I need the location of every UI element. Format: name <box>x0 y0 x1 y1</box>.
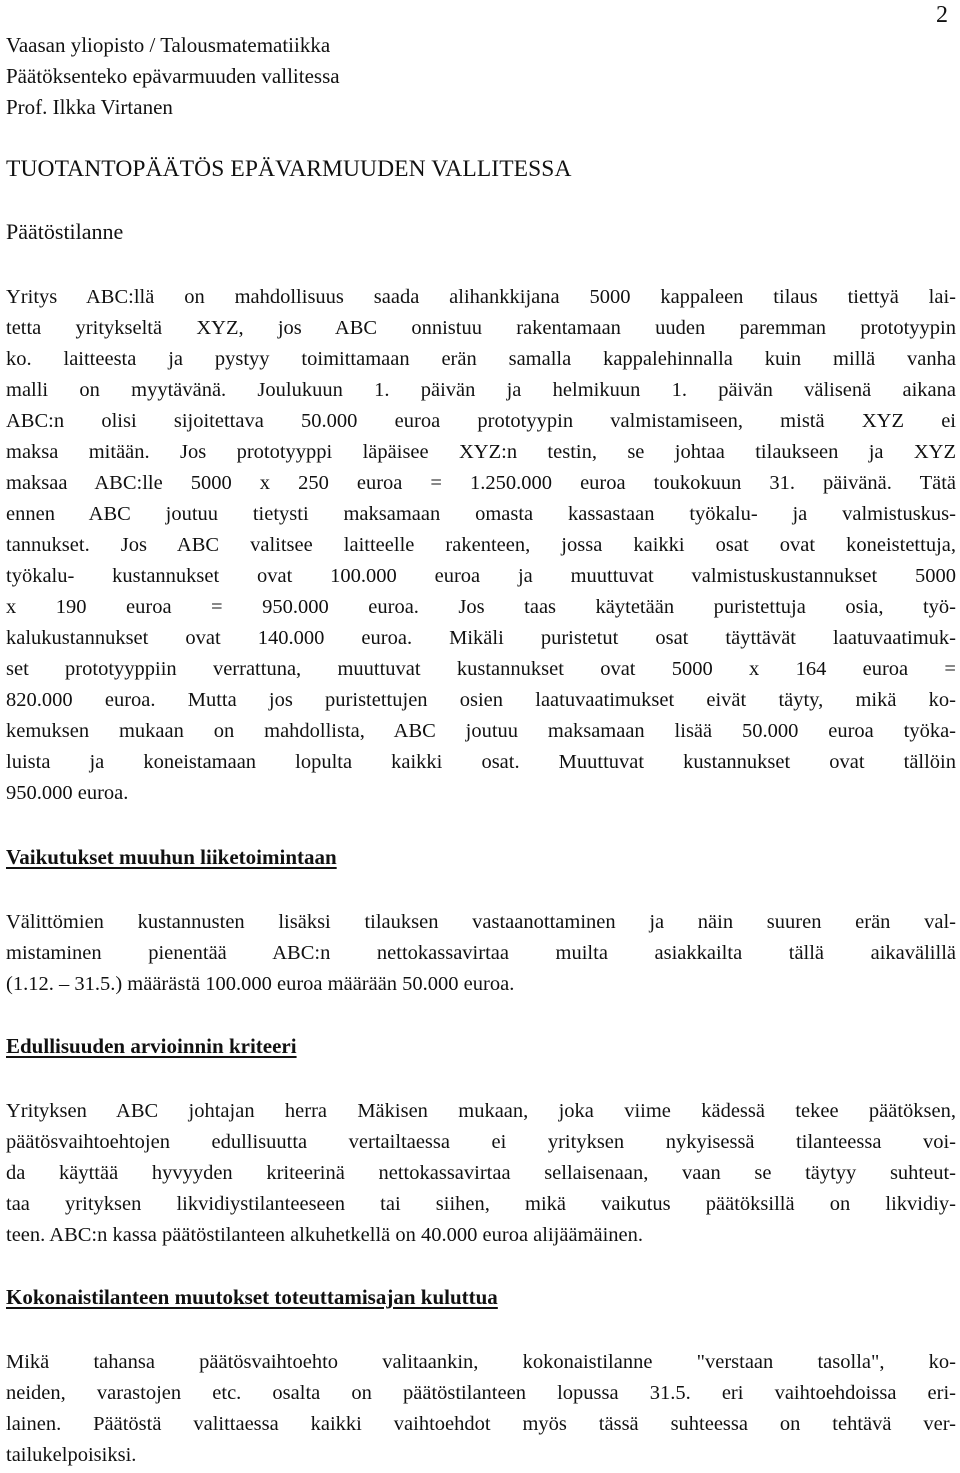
text-line: maksa mitään. Jos prototyyppi läpäisee XYZ:n testin, se johtaa tilaukseen ja XYZ <box>6 441 956 463</box>
text-line: (1.12. – 31.5.) määrästä 100.000 euroa määrään 50.000 euroa. <box>6 973 515 995</box>
section-heading-overall-changes: Kokonaistilanteen muutokset toteuttamisajan kuluttua <box>6 1285 498 1309</box>
text-line: työkalu- kustannukset ovat 100.000 euroa ja muuttuvat valmistuskustannukset 5000 <box>6 565 956 587</box>
text-line: ABC:n olisi sijoitettava 50.000 euroa prototyypin valmistamiseen, mistä XYZ ei <box>6 410 956 432</box>
header-course: Päätöksenteko epävarmuuden vallitessa <box>6 64 340 88</box>
text-line: Yritys ABC:llä on mahdollisuus saada alihankkijana 5000 kappaleen tilaus tiettyä lai- <box>6 286 956 308</box>
text-line: taa yrityksen likvidiystilanteeseen tai siihen, mikä vaikutus päätöksillä on likvidiy- <box>6 1193 956 1215</box>
text-line: mistaminen pienentää ABC:n nettokassavirtaa muilta asiakkailta tällä aikavälillä <box>6 942 956 964</box>
text-line: Yrityksen ABC johtajan herra Mäkisen mukaan, joka viime kädessä tekee päätöksen, <box>6 1100 956 1122</box>
document-title: TUOTANTOPÄÄTÖS EPÄVARMUUDEN VALLITESSA <box>6 156 572 182</box>
text-line: 820.000 euroa. Mutta jos puristettujen osien laatuvaatimukset eivät täyty, mikä ko- <box>6 689 956 711</box>
text-line: ennen ABC joutuu tietysti maksamaan omasta kassastaan työkalu- ja valmistuskus- <box>6 503 956 525</box>
text-line: tetta yritykseltä XYZ, jos ABC onnistuu rakentamaan uuden paremman prototyypin <box>6 317 956 339</box>
text-line: Välittömien kustannusten lisäksi tilauksen vastaanottaminen ja näin suuren erän val- <box>6 911 956 933</box>
text-line: maksaa ABC:lle 5000 x 250 euroa = 1.250.000 euroa toukokuun 31. päivänä. Tätä <box>6 472 956 494</box>
text-line: tailukelpoisiksi. <box>6 1444 137 1466</box>
text-line: set prototyyppiin verrattuna, muuttuvat kustannukset ovat 5000 x 164 euroa = <box>6 658 956 680</box>
paragraph-business-effects <box>6 907 956 1000</box>
paragraph-criteria <box>6 1096 956 1251</box>
text-line: 950.000 euroa. <box>6 782 129 804</box>
header-author: Prof. Ilkka Virtanen <box>6 95 173 119</box>
text-line: luista ja koneistamaan lopulta kaikki osat. Muuttuvat kustannukset ovat tällöin <box>6 751 956 773</box>
paragraph-overall-changes <box>6 1347 956 1471</box>
header-university: Vaasan yliopisto / Talousmatematiikka <box>6 33 331 57</box>
document-header <box>6 30 340 123</box>
section-heading-criteria: Edullisuuden arvioinnin kriteeri <box>6 1034 297 1058</box>
text-line: x 190 euroa = 950.000 euroa. Jos taas käytetään puristettuja osia, työ- <box>6 596 956 618</box>
text-line: malli on myytävänä. Joulukuun 1. päivän ja helmikuun 1. päivän välisenä aikana <box>6 379 956 401</box>
text-line: kemuksen mukaan on mahdollista, ABC joutuu maksamaan lisää 50.000 euroa työka- <box>6 720 956 742</box>
section-heading-business-effects: Vaikutukset muuhun liiketoimintaan <box>6 845 337 869</box>
text-line: ko. laitteesta ja pystyy toimittamaan erän samalla kappalehinnalla kuin millä vanha <box>6 348 956 370</box>
section-heading-decision-situation: Päätöstilanne <box>6 219 124 244</box>
text-line: kalukustannukset ovat 140.000 euroa. Mikäli puristetut osat täyttävät laatuvaatimuk- <box>6 627 956 649</box>
text-line: Mikä tahansa päätösvaihtoehto valitaankin, kokonaistilanne "verstaan tasolla", ko- <box>6 1351 956 1373</box>
text-line: teen. ABC:n kassa päätöstilanteen alkuhetkellä on 40.000 euroa alijäämäinen. <box>6 1224 644 1246</box>
text-line: päätösvaihtoehtojen edullisuutta vertailtaessa ei yrityksen nykyisessä tilanteessa voi- <box>6 1131 956 1153</box>
text-line: tannukset. Jos ABC valitsee laitteelle rakenteen, jossa kaikki osat ovat koneistettuja, <box>6 534 956 556</box>
text-line: lainen. Päätöstä valittaessa kaikki vaihtoehdot myös tässä suhteessa on tehtävä ver- <box>6 1413 956 1435</box>
page-number: 2 <box>936 2 948 28</box>
paragraph-decision-situation <box>6 282 956 809</box>
text-line: da käyttää hyvyyden kriteerinä nettokassavirtaa sellaisenaan, vaan se täytyy suhteut- <box>6 1162 956 1184</box>
text-line: neiden, varastojen etc. osalta on päätöstilanteen lopussa 31.5. eri vaihtoehdoissa eri- <box>6 1382 956 1404</box>
